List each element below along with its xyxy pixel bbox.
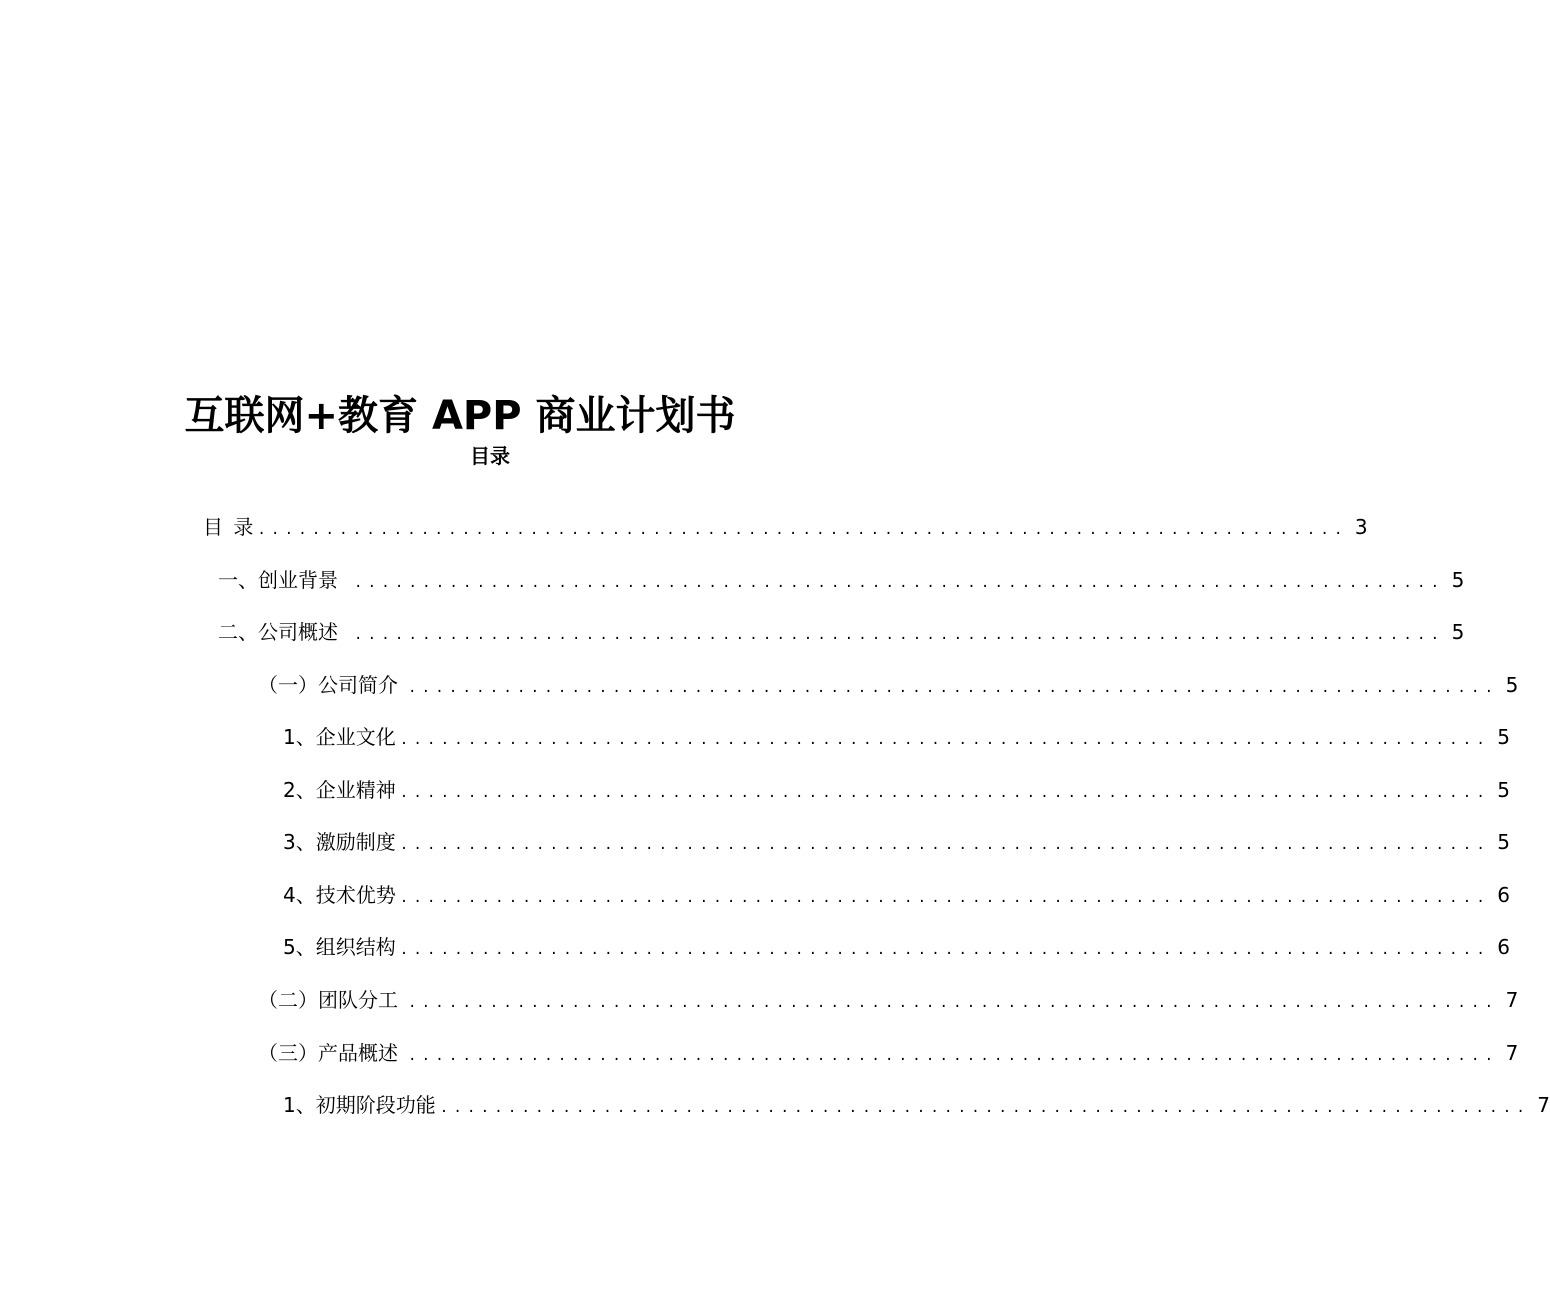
toc-entry-number: 1、 <box>283 1093 316 1117</box>
toc-entry-label: 创业背景 <box>258 568 338 592</box>
toc-entry-label: 激励制度 <box>315 830 396 854</box>
toc-entry[interactable] <box>283 932 1511 962</box>
toc-entry-page: 5 <box>1451 620 1465 644</box>
toc-entry-number: （一） <box>258 673 318 697</box>
toc-entry-number: 3、 <box>283 830 316 854</box>
document-subtitle: 目录 <box>470 444 510 468</box>
toc-leader-dots: ................................................................................ <box>399 890 1491 906</box>
toc-entry[interactable] <box>283 880 1511 910</box>
toc-entry-page: 6 <box>1497 883 1511 907</box>
toc-leader-dots: ................................................................................ <box>399 942 1491 958</box>
toc-entry-label: 技术优势 <box>315 883 396 907</box>
toc-entry-number: 一、 <box>218 568 258 592</box>
toc-leader-dots: ................................................................................ <box>354 627 1445 643</box>
toc-leader-dots: ................................................................................ <box>408 1048 1499 1064</box>
toc-entry-label: 初期阶段功能 <box>315 1093 436 1117</box>
toc-entry[interactable] <box>283 775 1511 805</box>
toc-leader-dots: ................................................................................ <box>399 785 1491 801</box>
toc-entry[interactable] <box>218 617 1465 647</box>
toc-entry-page: 5 <box>1451 568 1465 592</box>
toc-entry-number: 5、 <box>283 935 316 959</box>
toc-entry[interactable] <box>258 670 1519 700</box>
toc-entry-number: 1、 <box>283 725 316 749</box>
toc-entry-label: 企业精神 <box>315 778 396 802</box>
toc-entry-number: 2、 <box>283 778 316 802</box>
toc-entry-page: 6 <box>1497 935 1511 959</box>
toc-entry[interactable] <box>258 1038 1519 1068</box>
toc-entry-number: （二） <box>258 988 318 1012</box>
toc-entry[interactable] <box>203 512 1368 542</box>
toc-entry[interactable] <box>283 827 1511 857</box>
toc-leader-dots: ................................................................................ <box>399 732 1491 748</box>
toc-entry-page: 7 <box>1505 988 1519 1012</box>
toc-leader-dots: ................................................................................ <box>354 575 1445 591</box>
toc-entry-label: 公司简介 <box>318 673 398 697</box>
toc-entry-number: 4、 <box>283 883 316 907</box>
toc-leader-dots: ................................................................................ <box>408 680 1499 696</box>
document-title: 互联网+教育 APP 商业计划书 <box>184 393 736 439</box>
toc-entry-label: 团队分工 <box>318 988 398 1012</box>
toc-entry[interactable] <box>283 722 1511 752</box>
toc-entry[interactable] <box>218 565 1465 595</box>
toc-entry-label: 企业文化 <box>315 725 396 749</box>
toc-entry-page: 5 <box>1497 778 1511 802</box>
toc-leader-dots: ................................................................................ <box>408 995 1499 1011</box>
toc-leader-dots: ................................................................................ <box>439 1100 1531 1116</box>
toc-entry-page: 5 <box>1505 673 1519 697</box>
toc-entry-page: 7 <box>1505 1041 1519 1065</box>
toc-entry[interactable] <box>283 1090 1550 1120</box>
toc-entry-number: （三） <box>258 1041 318 1065</box>
toc-entry[interactable] <box>258 985 1519 1015</box>
toc-leader-dots: ................................................................................ <box>257 522 1348 538</box>
toc-entry-number: 二、 <box>218 620 258 644</box>
toc-leader-dots: ................................................................................ <box>399 837 1491 853</box>
toc-entry-page: 5 <box>1497 830 1511 854</box>
toc-entry-label: 产品概述 <box>318 1041 398 1065</box>
toc-entry-label: 公司概述 <box>258 620 338 644</box>
toc-entry-page: 7 <box>1537 1093 1550 1117</box>
toc-entry-page: 3 <box>1354 515 1368 539</box>
toc-entry-page: 5 <box>1497 725 1511 749</box>
toc-entry-label: 组织结构 <box>315 935 396 959</box>
toc-entry-number: 目 录 <box>203 515 256 539</box>
